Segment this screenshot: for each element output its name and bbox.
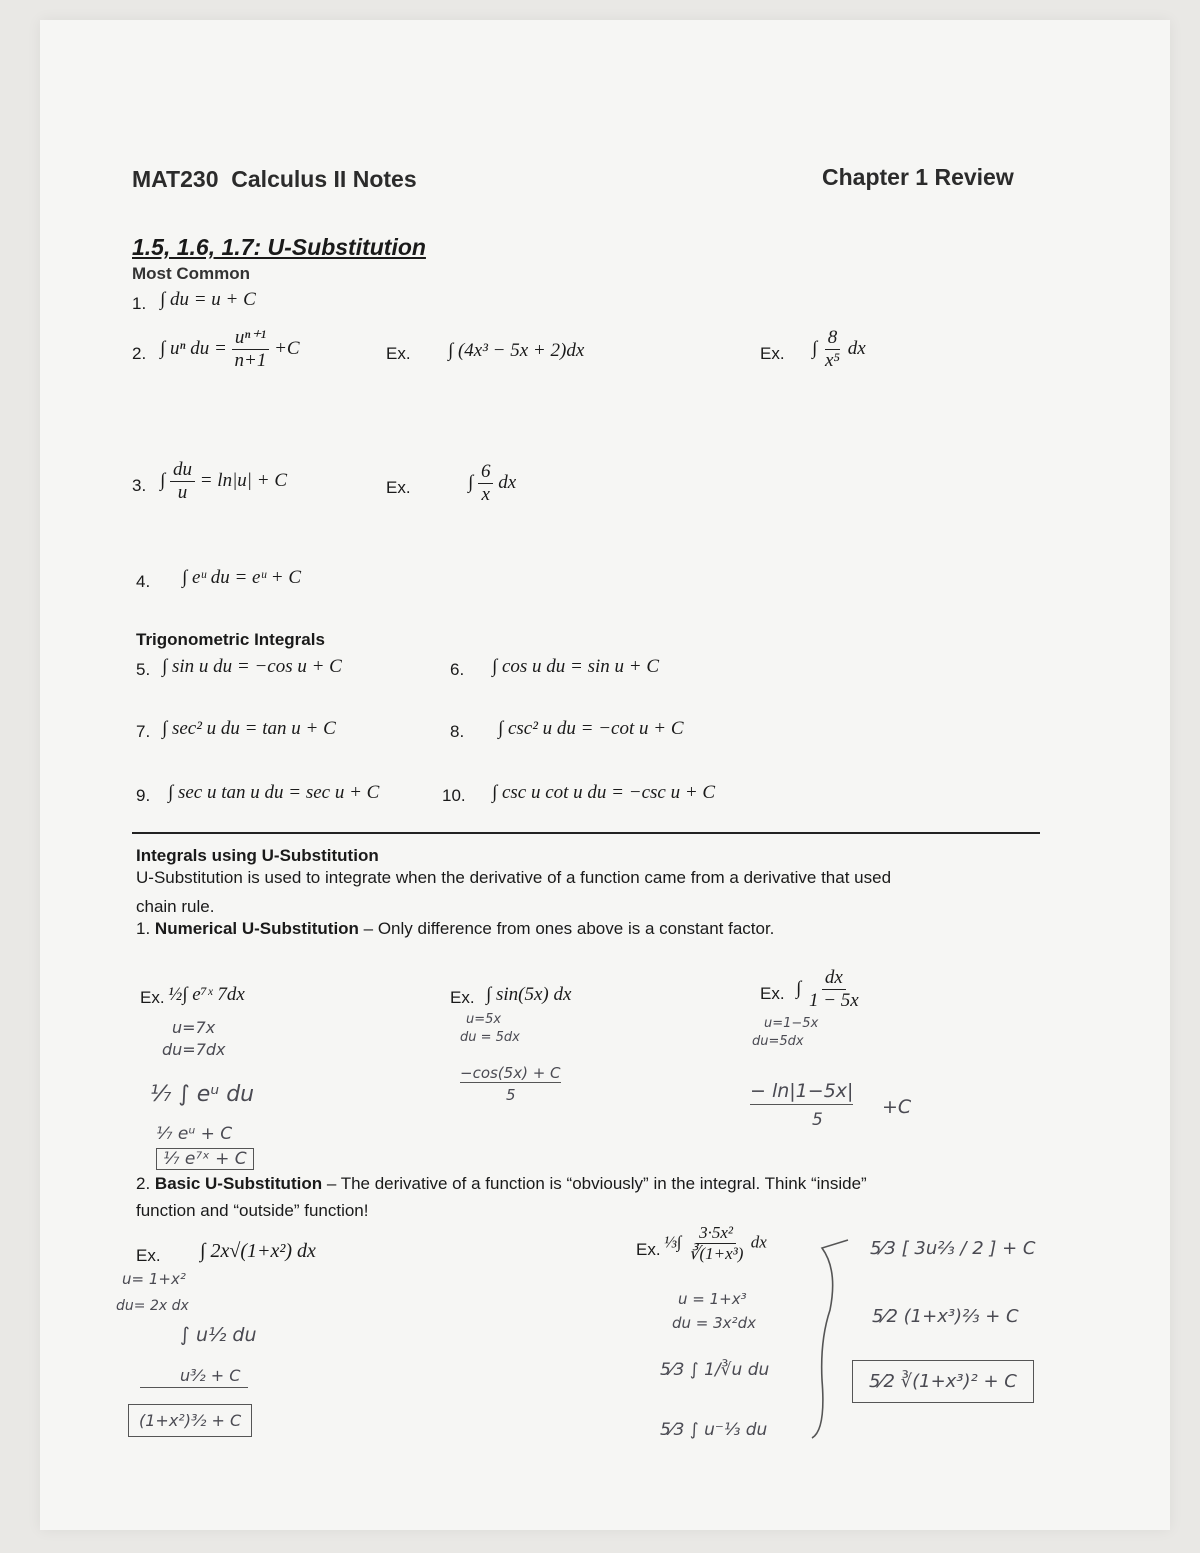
num-ex-a-hw-3: ⅐ ∫ eᵘ du <box>150 1082 255 1107</box>
num-ex-b-hw-4: 5 <box>506 1086 516 1104</box>
formula-3-rhs: = ln|u| + C <box>199 469 288 491</box>
num-ex-b-hw-1: u=5x <box>466 1012 502 1027</box>
formula-2-fraction <box>232 328 270 371</box>
most-common-heading: Most Common <box>132 264 251 283</box>
basic-ex-a-answer-box: (1+x²)³⁄₂ + C <box>128 1404 252 1437</box>
trig-9: ∫ sec u tan u du = sec u + C <box>168 782 380 803</box>
trig-6-number: 6. <box>450 660 465 679</box>
trig-8: ∫ csc² u du = −cot u + C <box>498 718 684 739</box>
section-divider <box>132 832 1040 834</box>
num-ex-b-hw-2: du = 5dx <box>460 1030 520 1045</box>
trig-10: ∫ csc u cot u du = −csc u + C <box>492 782 716 803</box>
num-ex-b-expr: ∫ sin(5x) dx <box>486 984 572 1005</box>
num-ex-c-hw-1: u=1−5x <box>764 1016 819 1031</box>
usub-item-2-number: 2. <box>136 1174 151 1193</box>
num-ex-b-label: Ex. <box>450 988 475 1007</box>
formula-2-number: 2. <box>132 344 147 363</box>
num-ex-b-hw-3: −cos(5x) + C <box>460 1064 561 1082</box>
num-ex-c-expr: ∫ $\frac{dx}{1 - 5x}$ <box>796 968 862 1011</box>
trig-5-number: 5. <box>136 660 151 679</box>
num-ex-a-hw-4: ⅐ eᵘ + C <box>156 1124 233 1144</box>
example-3-expr: ∫ $\frac{6}{x}$ dx <box>468 461 517 505</box>
example-2-numerator: 8 <box>825 328 841 350</box>
num-ex-c-hw-3: − ln|1−5x| <box>750 1080 853 1105</box>
brace-arrow <box>808 1230 858 1450</box>
example-2-tail: dx <box>847 337 866 359</box>
basic-ex-b-result-1: 5⁄3 [ 3u⅔ / 2 ] + C <box>870 1238 1036 1259</box>
example-2-fraction <box>822 328 843 371</box>
num-ex-a-hw-2: du=7dx <box>162 1040 226 1059</box>
formula-1-number: 1. <box>132 294 147 313</box>
trig-7-number: 7. <box>136 722 151 741</box>
formula-3: ∫ $\frac{du}{u}$ = ln|u| + C <box>160 459 288 503</box>
num-ex-c-hw-5: +C <box>882 1096 912 1118</box>
example-2-denominator: x⁵ <box>824 349 841 371</box>
num-ex-c-hw-2: du=5dx <box>752 1034 804 1049</box>
basic-ex-b-hw-1: u = 1+x³ <box>678 1290 747 1308</box>
formula-2-numerator: uⁿ⁺¹ <box>232 328 269 350</box>
trig-5: ∫ sin u du = −cos u + C <box>162 656 342 677</box>
course-code: MAT230 <box>132 166 219 192</box>
formula-3-denominator: u <box>177 481 188 503</box>
num-ex-c-label: Ex. <box>760 984 785 1003</box>
trig-9-number: 9. <box>136 786 151 805</box>
usub-item-1-number: 1. <box>136 919 151 938</box>
course-title: Calculus II Notes <box>231 166 417 192</box>
trig-heading: Trigonometric Integrals <box>136 630 325 649</box>
formula-2-lhs: ∫ uⁿ du = <box>160 337 227 359</box>
formula-2-denominator: n+1 <box>234 349 267 371</box>
basic-ex-a-hw-4: u³⁄₂ + C <box>140 1366 248 1388</box>
num-ex-c-numerator: dx <box>822 968 846 990</box>
usub-item-1 <box>136 919 774 939</box>
basic-ex-a-expr: ∫ 2x√(1+x²) dx <box>200 1240 316 1262</box>
usub-title: Integrals using U-Substitution <box>136 846 379 865</box>
usub-item-2-line2: function and “outside” function! <box>136 1201 369 1220</box>
basic-ex-b-label: Ex. <box>636 1240 661 1259</box>
usub-desc-line2: chain rule. <box>136 897 215 916</box>
formula-3-number: 3. <box>132 476 147 495</box>
basic-ex-b-numerator: 3·5x² <box>696 1224 736 1244</box>
basic-ex-b-prefix: ⅓∫ <box>664 1232 682 1252</box>
example-3-numerator: 6 <box>478 462 494 484</box>
trig-8-number: 8. <box>450 722 465 741</box>
example-3-denominator: x <box>481 483 490 505</box>
formula-2 <box>160 328 300 371</box>
num-ex-a-expr: ½∫ e⁷ˣ 7dx <box>168 984 245 1005</box>
num-ex-c-fraction <box>806 968 862 1011</box>
basic-ex-a-hw-1: u= 1+x² <box>122 1270 186 1288</box>
example-3-fraction <box>478 462 494 505</box>
num-ex-c-denominator: 1 − 5x <box>808 989 859 1011</box>
example-1-label: Ex. <box>386 344 411 363</box>
trig-7: ∫ sec² u du = tan u + C <box>162 718 336 739</box>
formula-1: ∫ du = u + C <box>160 289 256 310</box>
basic-ex-b-expr <box>664 1224 767 1263</box>
example-3-label: Ex. <box>386 478 411 497</box>
basic-ex-b-hw-3: 5⁄3 ∫ 1/∛u du <box>660 1360 770 1380</box>
basic-ex-b-hw-4: 5⁄3 ∫ u⁻⅓ du <box>660 1420 768 1440</box>
usub-item-2 <box>136 1174 867 1194</box>
usub-item-1-rest: – Only difference from ones above is a constant factor. <box>358 919 775 938</box>
formula-2-tail: +C <box>274 337 300 359</box>
formula-3-fraction <box>170 460 195 503</box>
chapter-title: Chapter 1 Review <box>822 164 1014 190</box>
usub-item-2-rest: – The derivative of a function is “obviously” in the integral. Think “inside” <box>322 1174 867 1193</box>
formula-4-number: 4. <box>136 572 151 591</box>
basic-ex-b-fraction <box>686 1224 747 1263</box>
formula-4: ∫ eᵘ du = eᵘ + C <box>182 567 302 588</box>
trig-6: ∫ cos u du = sin u + C <box>492 656 660 677</box>
example-2-label: Ex. <box>760 344 785 363</box>
usub-item-2-bold: Basic U-Substitution <box>154 1174 323 1193</box>
basic-ex-b-tail: dx <box>750 1232 767 1252</box>
formula-3-numerator: du <box>170 460 195 482</box>
example-2-expr: ∫ $\frac{8}{\text{x⁵}}$ dx <box>812 327 866 371</box>
num-ex-c-hw-4: 5 <box>812 1110 823 1130</box>
usub-item-1-bold: Numerical U-Substitution <box>154 919 359 938</box>
basic-ex-a-label: Ex. <box>136 1246 161 1265</box>
trig-10-number: 10. <box>442 786 466 805</box>
usub-desc-line1: U-Substitution is used to integrate when the derivative of a function came from a derivative that used <box>136 868 892 887</box>
example-1-expr: ∫ (4x³ − 5x + 2)dx <box>448 340 585 361</box>
basic-ex-b-result-2: 5⁄2 (1+x³)⅔ + C <box>872 1306 1019 1327</box>
basic-ex-a-hw-2: du= 2x dx <box>116 1298 189 1314</box>
basic-ex-b-denominator: ∛(1+x³) <box>688 1243 744 1263</box>
example-3-tail: dx <box>498 471 517 493</box>
basic-ex-b-hw-2: du = 3x²dx <box>672 1314 756 1332</box>
section-title: 1.5, 1.6, 1.7: U-Substitution <box>132 234 426 260</box>
num-ex-a-hw-1: u=7x <box>172 1018 216 1037</box>
basic-ex-b-result-box: 5⁄2 ∛(1+x³)² + C <box>852 1360 1034 1403</box>
page-header-left <box>132 166 417 193</box>
num-ex-a-answer-box: ⅐ e⁷ˣ + C <box>156 1148 254 1170</box>
basic-ex-a-hw-3: ∫ u½ du <box>180 1324 257 1346</box>
num-ex-a-label: Ex. <box>140 988 165 1007</box>
